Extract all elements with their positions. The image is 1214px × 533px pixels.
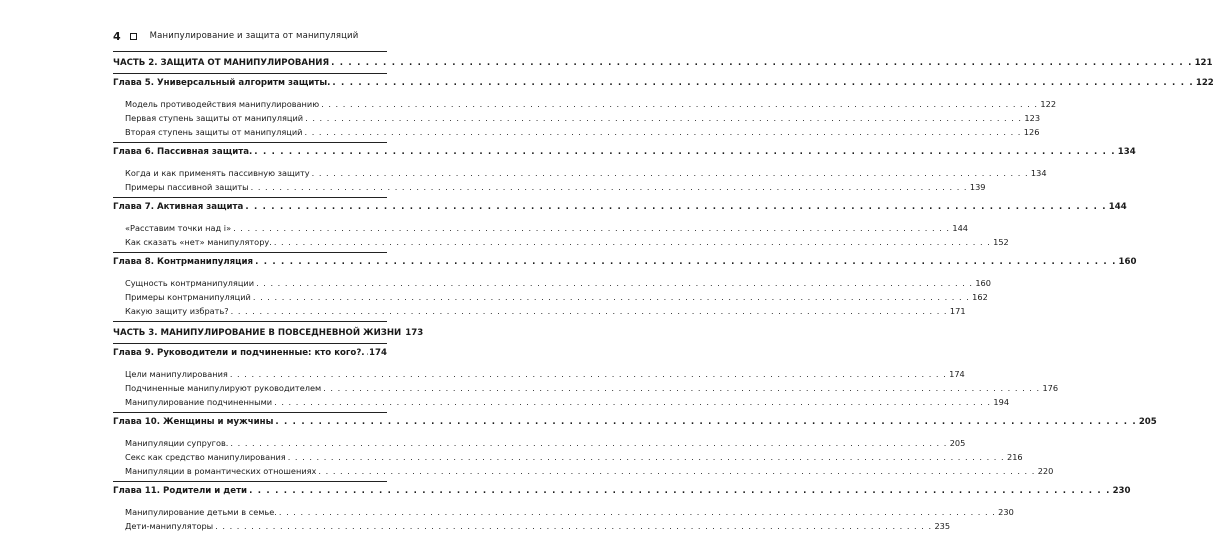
toc-item: Какую защиту избрать? . . . 171 bbox=[113, 304, 387, 318]
toc-chapter: Глава 7. Активная защита . . . 144 bbox=[113, 200, 387, 214]
toc-item: Манипулирование детьми в семье. . . . 230 bbox=[113, 505, 387, 519]
section-rule bbox=[113, 412, 387, 413]
toc-chapter: Глава 11. Родители и дети . . . 230 bbox=[113, 484, 387, 498]
section-rule bbox=[113, 142, 387, 143]
section-rule bbox=[113, 197, 387, 198]
toc-item: Манипуляции в романтических отношениях . . . 220 bbox=[113, 464, 387, 478]
section-rule bbox=[113, 343, 387, 344]
page-number: 4 bbox=[113, 29, 121, 43]
toc-item: Первая ступень защиты от манипуляций . . . 123 bbox=[113, 111, 387, 125]
toc-item: Манипуляции супругов. . . . 205 bbox=[113, 436, 387, 450]
toc-item: «Расставим точки над i» . . . 144 bbox=[113, 221, 387, 235]
toc-item: Секс как средство манипулирования . . . 216 bbox=[113, 450, 387, 464]
toc-item: Вторая ступень защиты от манипуляций . . . 126 bbox=[113, 125, 387, 139]
top-rule bbox=[113, 51, 387, 52]
toc-chapter: Глава 9. Руководители и подчиненные: кто кого?. . . . 174 bbox=[113, 346, 387, 360]
toc-part: ЧАСТЬ 2. ЗАЩИТА ОТ МАНИПУЛИРОВАНИЯ . . . 121 bbox=[113, 56, 387, 70]
toc-chapter: Глава 10. Женщины и мужчины . . . 205 bbox=[113, 415, 387, 429]
running-header bbox=[113, 29, 393, 43]
toc-item: Манипулирование подчиненными . . . 194 bbox=[113, 395, 387, 409]
table-of-contents bbox=[113, 51, 1214, 533]
toc-item: Как сказать «нет» манипулятору. . . . 152 bbox=[113, 235, 387, 249]
toc-item: Сущность контрманипуляции . . . 160 bbox=[113, 276, 387, 290]
section-rule bbox=[113, 321, 387, 322]
toc-item: Дети-манипуляторы . . . 235 bbox=[113, 519, 387, 533]
toc-chapter: Глава 8. Контрманипуляция . . . 160 bbox=[113, 255, 387, 269]
toc-chapter: Глава 6. Пассивная защита. . . . 134 bbox=[113, 145, 387, 159]
toc-item: Модель противодействия манипулированию . . . 122 bbox=[113, 97, 387, 111]
toc-item: Цели манипулирования . . . 174 bbox=[113, 367, 387, 381]
toc-part: ЧАСТЬ 3. МАНИПУЛИРОВАНИЕ В ПОВСЕДНЕВНОЙ ЖИЗНИ 173 bbox=[113, 328, 424, 338]
running-title: Манипулирование и защита от манипуляций bbox=[149, 31, 359, 41]
section-rule bbox=[113, 73, 387, 74]
toc-item: Примеры контрманипуляций . . . 162 bbox=[113, 290, 387, 304]
toc-chapter: Глава 5. Универсальный алгоритм защиты. . . . 122 bbox=[113, 76, 387, 90]
toc-item: Примеры пассивной защиты . . . 139 bbox=[113, 180, 387, 194]
toc-item: Подчиненные манипулируют руководителем . . . 176 bbox=[113, 381, 387, 395]
square-bullet-icon bbox=[130, 33, 137, 40]
section-rule bbox=[113, 252, 387, 253]
toc-item: Когда и как применять пассивную защиту . . . 134 bbox=[113, 166, 387, 180]
section-rule bbox=[113, 481, 387, 482]
